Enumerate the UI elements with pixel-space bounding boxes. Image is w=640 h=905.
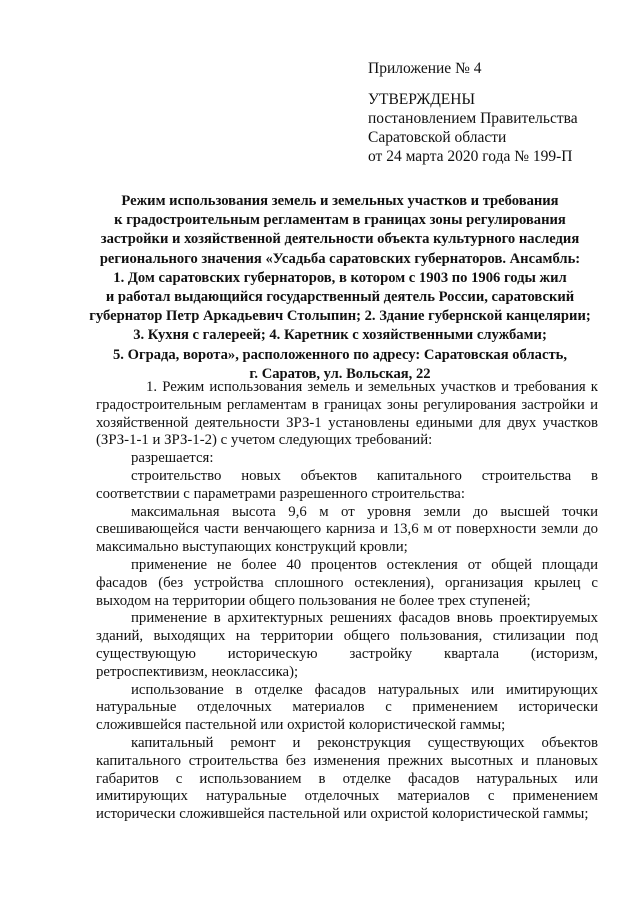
approved-date: от 24 марта 2020 года № 199-П xyxy=(368,148,573,165)
title-line: к градостроительным регламентам в границах зоны регулирования xyxy=(114,212,566,229)
body-paragraph: применение не более 40 процентов остекления от общей площади фасадов (без устройства сплошного остекления), организация крылец с выходом на территории общего пользования не более трех ступеней; xyxy=(96,556,598,609)
document-title xyxy=(80,192,600,384)
appendix-label: Приложение № 4 xyxy=(368,60,482,77)
body-paragraph: капитальный ремонт и реконструкция существующих объектов капитального строительства без изменения прежних высотных и плановых габаритов с использованием в отделке фасадов натуральных или имитирующих натуральные отделочных материалов с применением исторически сложившейся пастельной или охристой колористической гаммы; xyxy=(96,734,598,823)
body-paragraph: строительство новых объектов капитального строительства в соответствии с параметрами разрешенного строительства: xyxy=(96,467,598,502)
appendix-header xyxy=(368,59,618,166)
title-line: г. Саратов, ул. Вольская, 22 xyxy=(249,365,431,382)
document-body xyxy=(96,379,598,824)
body-paragraph: максимальная высота 9,6 м от уровня земли до высшей точки свешивающейся части венчающего карниза и 13,6 м от поверхности земли до максимально выступающих конструкций кровли; xyxy=(96,503,598,556)
title-line: Режим использования земель и земельных участков и требования xyxy=(121,193,559,209)
body-paragraph: 1. Режим использования земель и земельных участков и требования к градостроительным регламентам в границах зоны регулирования застройки и хозяйственной деятельности ЗРЗ-1 установлены едиными для двух участков (ЗРЗ-1-1 и ЗРЗ-1-2) с учетом следующих требований: xyxy=(96,379,598,449)
body-paragraph: использование в отделке фасадов натуральных или имитирующих натуральные отделочных материалов с применением исторически сложившейся пастельной или охристой колористической гаммы; xyxy=(96,681,598,734)
title-line: 1. Дом саратовских губернаторов, в котором с 1903 по 1906 годы жил xyxy=(113,269,567,286)
approved-by-line-2: Саратовской области xyxy=(368,129,507,146)
title-line: застройки и хозяйственной деятельности объекта культурного наследия xyxy=(100,231,580,248)
approved-label: УТВЕРЖДЕНЫ xyxy=(368,91,475,108)
title-line: 5. Ограда, ворота», расположенного по адресу: Саратовская область, xyxy=(113,346,567,363)
title-line: регионального значения «Усадьба саратовских губернаторов. Ансамбль: xyxy=(99,250,581,267)
appendix-gap xyxy=(368,78,618,90)
approved-by-line-1: постановлением Правительства xyxy=(368,110,578,127)
body-paragraph: разрешается: xyxy=(131,450,214,467)
title-line: и работал выдающийся государственный деятель России, саратовский xyxy=(105,289,575,306)
title-line: губернатор Петр Аркадьевич Столыпин; 2. Здание губернской канцелярии; xyxy=(89,308,591,325)
title-line: 3. Кухня с галереей; 4. Каретник с хозяйственными службами; xyxy=(133,327,547,344)
body-paragraph: применение в архитектурных решениях фасадов вновь проектируемых зданий, выходящих на территории общего пользования, стилизации под существующую историческую застройку квартала (историзм, ретроспективизм, неоклассика); xyxy=(96,610,598,680)
